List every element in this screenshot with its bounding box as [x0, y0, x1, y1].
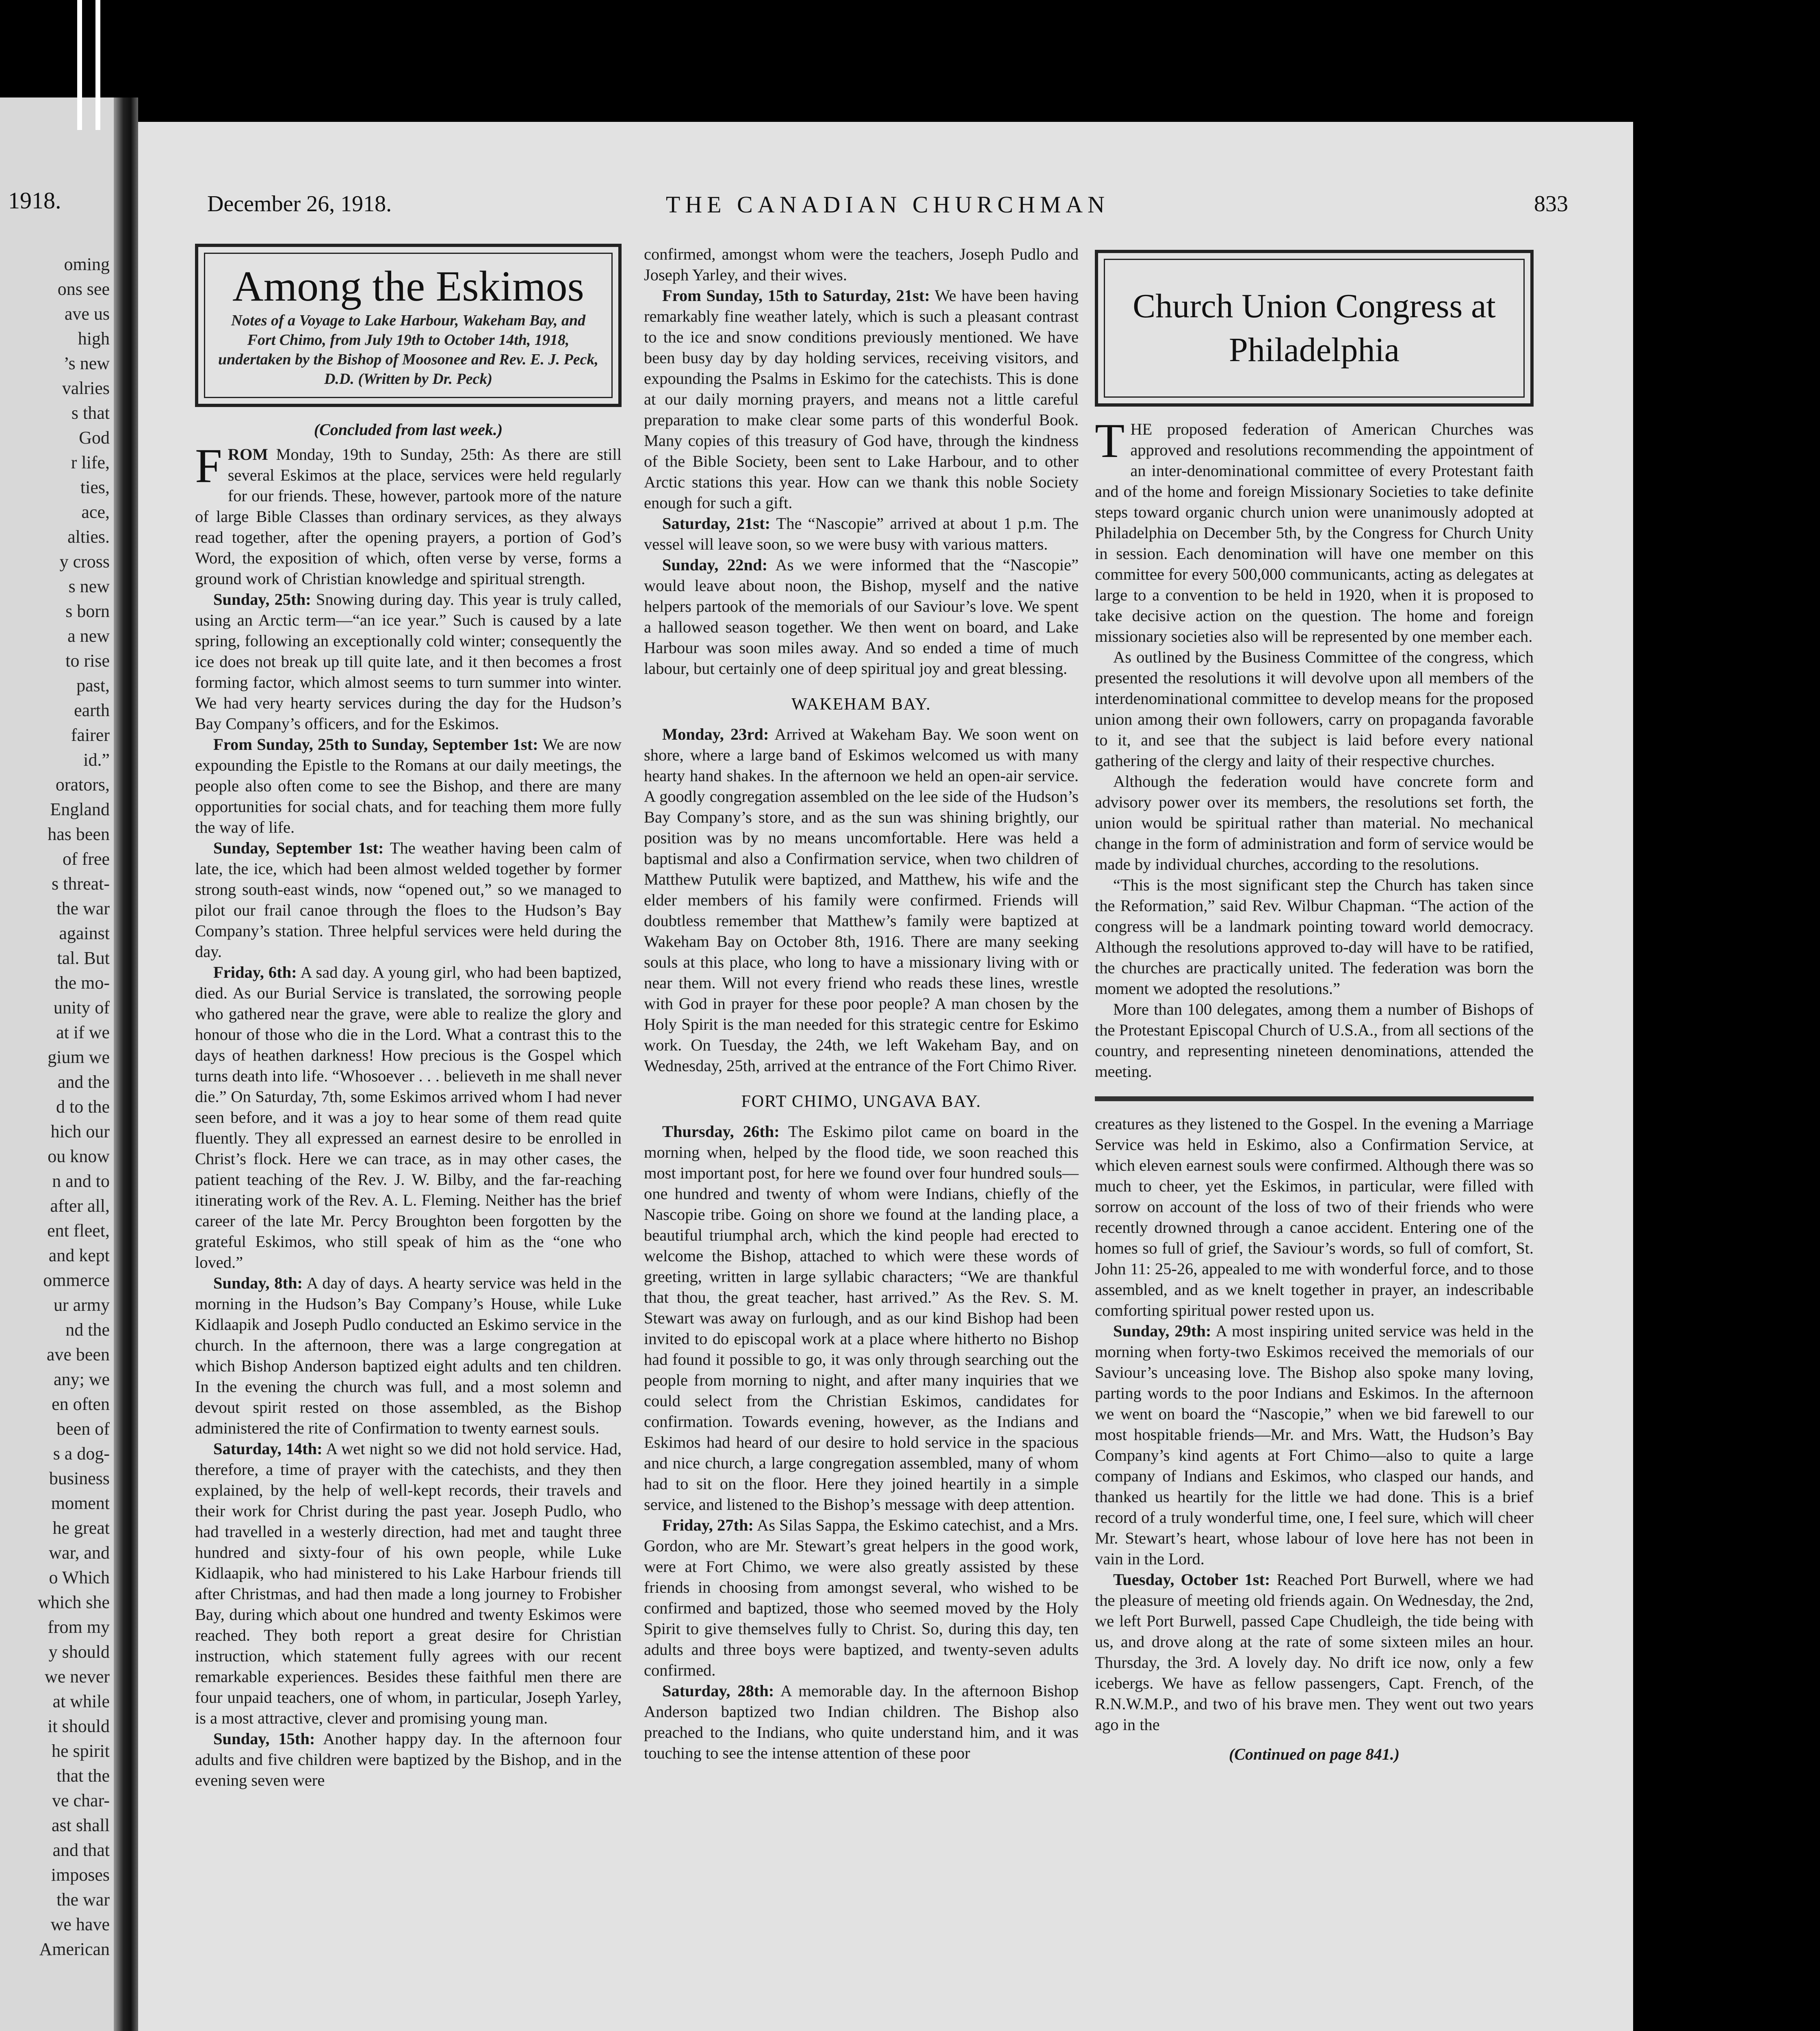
paragraph-text: Snowing during day. This year is truly called, using an Arctic term—“an ice year.” Such is caused by a late spring, following an exceptionally cold winter; consequently the ice does not break up till quite late, and it then becomes a frost forming factor, which almost seems to turn summer into winter. We had very hearty services during the day for the Hudson’s Bay Company’s officers, and for the Eskimos.	[195, 590, 622, 733]
section-heading-fort-chimo: FORT CHIMO, UNGAVA BAY.	[741, 1092, 982, 1111]
prev-page-line: high	[78, 329, 110, 349]
prev-page-line: ast shall	[52, 1815, 110, 1835]
prev-page-line: that the	[56, 1766, 110, 1786]
paragraph	[644, 244, 1079, 285]
prev-page-line: s born	[65, 601, 110, 621]
prev-page-line: ou know	[48, 1146, 110, 1166]
article-title: Among the Eskimos	[232, 262, 584, 310]
paragraph-text: Monday, 19th to Sunday, 25th: As there are still several Eskimos at the place, services were held regularly for our friends. These, however, partook more of the nature of large Bible Classes than ordinary services, as they always read together, after the opening prayers, a portion of God’s Word, the exposition of which, often verse by verse, forms a ground work of Christian knowledge and spiritual strength.	[195, 445, 622, 588]
paragraph	[1095, 771, 1534, 875]
prev-page-line: oming	[64, 254, 110, 274]
paragraph	[1095, 647, 1534, 771]
prev-page-line: of free	[62, 849, 110, 869]
continued-note: (Continued on page 841.)	[1228, 1745, 1400, 1763]
prev-page-line: we never	[44, 1667, 110, 1687]
prev-page-line: ties,	[80, 477, 110, 497]
previous-page-header: 1918.	[8, 187, 61, 214]
prev-page-line: unity of	[53, 998, 110, 1018]
paragraph	[644, 1121, 1079, 1515]
prev-page-line: r life,	[71, 453, 110, 472]
entry-date: Sunday, 25th:	[213, 590, 311, 608]
prev-page-line: to rise	[65, 651, 110, 671]
article2-title: Church Union Congress at Philadelphia	[1133, 287, 1496, 369]
paragraph	[195, 962, 622, 1273]
entry-date: Saturday, 28th:	[662, 1682, 774, 1700]
prev-page-line: tal. But	[57, 948, 110, 968]
paragraph-text: A memorable day. In the afternoon Bishop Anderson baptized two Indian children. The Bishop also preached to the Indians, who quite understand him, and it was touching to see the intense attention of these poor	[644, 1682, 1079, 1762]
prev-page-line: we have	[50, 1914, 110, 1934]
prev-page-line: God	[79, 428, 110, 448]
paragraph-text: confirmed, amongst whom were the teachers, Joseph Pudlo and Joseph Yarley, and their wives.	[644, 245, 1079, 284]
paragraph	[644, 285, 1079, 513]
paragraph-text: As Silas Sappa, the Eskimo catechist, and a Mrs. Gordon, who are Mr. Stewart’s great helpers in the good work, were at Fort Chimo, we were also greatly assisted by these friends in choosing from amongst several, who wished to be confirmed and baptized, those who seemed moved by the Holy Spirit to give themselves fully to Christ. So, during this day, ten adults and three boys were baptized, and twenty-seven adults confirmed.	[644, 1516, 1079, 1679]
paragraph	[644, 724, 1079, 1076]
prev-page-line: against	[59, 923, 110, 943]
paragraph-text: A most inspiring united service was held in the morning when forty-two Eskimos received the memorials of our Saviour’s unceasing love. The Bishop also spoke many loving, parting words to the poor Indians and Eskimos. In the afternoon we went on board the “Nascopie,” when we bid farewell to our most hospitable friends—Mr. and Mrs. Watt, the Hudson’s Bay Company’s kind agents at Fort Chimo—also to quite a large company of Indians and Eskimos, who clasped our hands, and thanked us heartily for the little we had done. This is a brief record of a truly wonderful time, one, I feel sure, which will cheer Mr. Stewart’s heart, whose labour of love here has not been in vain in the Lord.	[1095, 1322, 1534, 1568]
prev-page-line: n and to	[52, 1171, 110, 1191]
previous-page-fragment	[0, 97, 114, 2031]
entry-date: From Sunday, 25th to Sunday, September 1st:	[213, 735, 538, 754]
paragraph-text: A day of days. A hearty service was held in the morning in the Hudson’s Bay Company’s House, while Luke Kidlaapik and Joseph Pudlo conducted an Eskimo service in the church. In the afternoon, there was a large congregation at which Bishop Anderson baptized eight adults and ten children. In the evening the church was full, and a most solemn and devout spirit rested on those assembled, as the Bishop administered the rite of Confirmation to twenty earnest souls.	[195, 1274, 622, 1437]
prev-page-line: imposes	[51, 1865, 110, 1885]
prev-page-line: the war	[56, 899, 110, 918]
article-body	[195, 439, 622, 1791]
prev-page-line: ur army	[53, 1295, 110, 1315]
book-spine	[114, 97, 138, 2031]
prev-page-line: business	[49, 1468, 110, 1488]
prev-page-line: s threat-	[52, 874, 110, 894]
article-body-continued	[644, 244, 1079, 679]
prev-page-line: the mo-	[54, 973, 110, 993]
prev-page-line: been of	[56, 1419, 110, 1439]
paragraph-text: More than 100 delegates, among them a number of Bishops of the Protestant Episcopal Church of U.S.A., from all sections of the country, and representing nineteen denominations, attended the meeting.	[1095, 1000, 1534, 1080]
paragraph	[1095, 999, 1534, 1082]
prev-page-line: fairer	[71, 725, 110, 745]
prev-page-line: ace,	[81, 502, 110, 522]
paragraph-text: The weather having been calm of late, the ice, which had been almost welded together by former strong south-east winds, now “opened out,” so we managed to pilot our frail canoe through the floes to the Hudson’s Bay Company’s station. Three helpful services were held during the day.	[195, 839, 622, 961]
entry-date: Friday, 6th:	[213, 963, 297, 981]
article2-body	[1095, 414, 1534, 1082]
paragraph	[195, 589, 622, 734]
entry-date: Saturday, 14th:	[213, 1440, 323, 1458]
entry-date: Monday, 23rd:	[662, 725, 769, 743]
entry-date: Sunday, 8th:	[213, 1274, 303, 1292]
prev-page-line: which she	[37, 1592, 110, 1612]
paragraph	[644, 1515, 1079, 1680]
prev-page-line: ent fleet,	[47, 1221, 110, 1241]
paragraph	[1095, 1569, 1534, 1735]
paragraph	[1095, 1321, 1534, 1569]
paragraph	[195, 1438, 622, 1728]
paragraph-text: The “Nascopie” arrived at about 1 p.m. The vessel will leave soon, so we were busy with various matters.	[644, 514, 1079, 553]
prev-page-line: y should	[48, 1642, 110, 1662]
prev-page-line: after all,	[50, 1196, 110, 1216]
entry-date: Tuesday, October 1st:	[1113, 1570, 1270, 1589]
prev-page-line: ommerce	[43, 1270, 110, 1290]
prev-page-line: orators,	[55, 775, 110, 795]
paragraph-text: HE proposed federation of American Churches was approved and resolutions recommending the appointment of an inter-denominational committee of every Protestant faith and of the home and foreign Missionary Societies to take definite steps toward organic church union were unanimously adopted at Philadelphia on December 5th, by the Congress for Church Unity in session. Each denomination will have one member on this committee for every 500,000 communicants, acting as delegates at large to a convention to be held in 1920, when it is proposed to take decisive action on the question. The home and foreign missionary societies also will be represented by one member each.	[1095, 420, 1534, 645]
clamp-rod	[77, 0, 82, 130]
prev-page-line: ve char-	[52, 1791, 110, 1810]
prev-page-line: a new	[67, 626, 110, 646]
paragraph-text: A sad day. A young girl, who had been baptized, died. As our Burial Service is translated, the sorrowing people who gathered near the grave, were able to realize the glory and honour of those who die in the Lord. What a contrast this to the days of heathen darkness! How precious is the Gospel which turns death into life. “Whosoever . . . believeth in me shall never die.” On Saturday, 7th, some Eskimos arrived whom I had never seen before, and it was a joy to hear some of them read quite fluently. They all expressed an earnest desire to be enrolled in Christ’s flock. Here we can trace, as in may other cases, the patient teaching of the Rev. J. W. Bilby, and the far-reaching itinerating work of the Rev. A. L. Fleming. Neither has the brief career of the late Mr. Percy Broughton been forgotten by the grateful Eskimos, who still speak of him as the “one who loved.”	[195, 963, 622, 1271]
paragraph	[644, 554, 1079, 679]
masthead: THE CANADIAN CHURCHMAN	[665, 191, 1110, 218]
prev-page-line: hich our	[50, 1122, 110, 1141]
article2-title-box	[1095, 250, 1534, 407]
prev-page-line: s new	[68, 576, 110, 596]
entry-date: Saturday, 21st:	[662, 514, 771, 533]
prev-page-line: o Which	[49, 1568, 110, 1587]
prev-page-line: ons see	[57, 279, 110, 299]
entry-date: Friday, 27th:	[662, 1516, 754, 1534]
section-heading-wakeham: WAKEHAM BAY.	[791, 695, 931, 714]
prev-page-line: s a dog-	[53, 1444, 110, 1464]
prev-page-line: d to the	[56, 1097, 110, 1117]
prev-page-line: valries	[62, 378, 110, 398]
prev-page-line: ’s new	[63, 353, 110, 373]
clamp-rod	[95, 0, 100, 130]
column-2	[644, 244, 1079, 1763]
prev-page-line: past,	[76, 676, 110, 695]
prev-page-line: at if we	[56, 1022, 110, 1042]
paragraph-text: A wet night so we did not hold service. Had, therefore, a time of prayer with the catechists, and they then explained, by the help of well-kept records, their travels and their work for Christ during the past year. Joseph Pudlo, who had travelled in a westerly direction, had met and taught three hundred and sixty-four of his own people, while Luke Kidlaapik, who had ministered to his Lake Harbour friends till after Christmas, and had then made a long journey to Frobisher Bay, during which about one hundred and twenty Eskimos were reached. They both report a great desire for Christian instruction, which statement fully agrees with our recent remarkable experiences. Besides these faithful men there are four unpaid teachers, one of whom, in particular, Joseph Yarley, is a most attractive, clever and promising young man.	[195, 1440, 622, 1727]
fort-chimo-section	[644, 1121, 1079, 1763]
article-body-end	[1095, 1113, 1534, 1735]
paragraph	[644, 513, 1079, 554]
prev-page-line: war, and	[49, 1543, 110, 1563]
prev-page-line: en often	[52, 1394, 110, 1414]
paragraph-text: As we were informed that the “Nascopie” would leave about noon, the Bishop, myself and the native helpers partook of the memorials of our Saviour’s love. We spent a hallowed season together. We then went on board, and Lake Harbour was soon miles away. And so ended a time of much labour, but certainly one of deep spiritual joy and great blessing.	[644, 556, 1079, 678]
prev-page-line: ave us	[64, 304, 110, 324]
newspaper-page	[138, 122, 1633, 2031]
prev-page-line: any; we	[53, 1369, 110, 1389]
paragraph-text: “This is the most significant step the Church has taken since the Reformation,” said Rev. Wilbur Chapman. “The action of the congress will be a landmark pointing toward world democracy. Although the resolutions approved to-day will have to be ratified, the churches are practically united. The federation was born the moment we adopted the resolutions.”	[1095, 876, 1534, 998]
prev-page-line: American	[39, 1939, 110, 1959]
prev-page-line: earth	[74, 700, 110, 720]
paragraph-text: The Eskimo pilot came on board in the morning when, helped by the flood tide, we soon reached this most important post, for here we found over four hundred souls—one hundred and twenty of whom were Indians, chiefly of the Nascopie tribe. Going on shore we found at the landing place, a beautiful triumphal arch, which the kind people had erected to welcome the Bishop, attached to which were these words of greeting, written in large syllabic characters; “We are thankful that thou, the great teacher, hast arrived.” As the Rev. S. M. Stewart was away on furlough, and as our kind Bishop had been invited to do episcopal work at a place where hitherto no Bishop had found it possible to go, it was only through searching out the people from morning to night, and after many inquiries that we could select from the Christian Eskimos, candidates for confirmation. Towards evening, however, as the Indians and Eskimos had heard of our desire to hold service in the spacious and nice church, a large congregation assembled, many of whom had to sit on the floor. Here they joined heartily in a simple service, and listened to the Bishop’s message with deep attention.	[644, 1122, 1079, 1514]
paragraph	[195, 838, 622, 962]
paragraph-text: We have been having remarkably fine weather lately, which is such a pleasant contrast to the ice and snow conditions previously mentioned. We have been busy day by day holding services, receiving visitors, and expounding the Psalms in Eskimo for the catechists. This is done at our daily morning prayers, and means not a little careful preparation to make clear some parts of this wonderful Book. Many copies of this treasury of God have, through the kindness of the Bible Society, been sent to Lake Harbour, and to other Arctic stations this year. How can we thank this noble Society enough for such a gift.	[644, 286, 1079, 512]
prev-page-line: at while	[52, 1691, 110, 1711]
prev-page-line: ave been	[46, 1345, 110, 1364]
entry-date: Sunday, 22nd:	[662, 556, 768, 574]
column-3	[1095, 250, 1534, 1765]
paragraph-text: Arrived at Wakeham Bay. We soon went on shore, where a large band of Eskimos welcomed us with many hearty hand shakes. In the afternoon we held an open-air service. A goodly congregation assembled on the lee side of the Hudson’s Bay Company’s store, and as the sun was shining brightly, our position was by no means uncomfortable. Here was held a baptismal and also a Confirmation service, when two children of Matthew Putulik were baptized, and Matthew, his wife and the elder members of his family were confirmed. Friends will doubtless remember that Matthew’s family were baptized at Wakeham Bay on October 8th, 1916. There are many seeking souls at this place, who long to have a missionary living with or near them. Will not every friend who reads these lines, wrestle with God in prayer for these poor people? A man chosen by the Holy Spirit is the man needed for this strategic centre for Eskimo work. On Tuesday, the 24th, we left Wakeham Bay, and on Wednesday, 25th, arrived at the entrance of the Fort Chimo River.	[644, 725, 1079, 1075]
wakeham-section	[644, 724, 1079, 1076]
prev-page-line: the war	[56, 1890, 110, 1910]
page-number: 833	[1534, 191, 1568, 217]
drop-cap-continuation: ROM	[228, 445, 276, 463]
paragraph	[195, 1273, 622, 1438]
paragraph-text: Another happy day. In the afternoon four adults and five children were baptized by the Bishop, and in the evening seven were	[195, 1730, 622, 1789]
entry-date: Sunday, 29th:	[1113, 1322, 1211, 1340]
prev-page-line: it should	[48, 1716, 110, 1736]
entry-date: Thursday, 26th:	[662, 1122, 780, 1141]
drop-cap: T	[1095, 414, 1125, 468]
prev-page-line: and that	[52, 1840, 110, 1860]
prev-page-line: has been	[48, 824, 110, 844]
prev-page-line: England	[50, 799, 110, 819]
paragraph-text: Although the federation would have concrete form and advisory power over its members, the resolutions set forth, the union would be spiritual rather than material. No mechanical change in the form of administration and form of service would be made by individual churches, according to the resolutions.	[1095, 772, 1534, 873]
paragraph	[1095, 875, 1534, 999]
paragraph	[644, 1680, 1079, 1763]
paragraph-text: We are now expounding the Epistle to the Romans at our daily meetings, the people also often come to see the Bishop, and there are many opportunities for social chats, and for teaching them more fully the way of life.	[195, 735, 622, 836]
article-title-box	[195, 244, 622, 407]
paragraph	[195, 439, 622, 589]
previous-page-text	[4, 252, 110, 1962]
prev-page-line: he great	[52, 1518, 110, 1538]
drop-cap: F	[195, 439, 222, 493]
paragraph	[195, 734, 622, 838]
paragraph	[1095, 1113, 1534, 1321]
entry-date: From Sunday, 15th to Saturday, 21st:	[662, 286, 930, 305]
paragraph-text: As outlined by the Business Committee of the congress, which presented the resolutions it will devolve upon all members of the interdenominational committee to develop means for the proposed union among their own followers, carry on propaganda favorable to it, and see that the subject is laid before every national gathering of the clergy and laity of their respective churches.	[1095, 648, 1534, 770]
prev-page-line: from my	[48, 1617, 110, 1637]
prev-page-line: alties.	[67, 527, 110, 547]
article-subtitle: Notes of a Voyage to Lake Harbour, Wakeham Bay, and Fort Chimo, from July 19th to October 14th, 1918, undertaken by the Bishop of Moosonee and Rev. E. J. Peck, D.D. (Written by Dr. Peck)	[218, 312, 598, 388]
prev-page-line: id.”	[83, 750, 110, 770]
entry-date: Sunday, 15th:	[213, 1730, 315, 1748]
entry-date: Sunday, September 1st:	[213, 839, 384, 857]
prev-page-line: s that	[71, 403, 110, 423]
paragraph	[1095, 414, 1534, 647]
prev-page-line: y cross	[59, 552, 110, 572]
prev-page-line: and the	[57, 1072, 110, 1092]
paragraph-text: Reached Port Burwell, where we had the pleasure of meeting old friends again. On Wednesday, the 2nd, we left Port Burwell, passed Cape Chudleigh, the tide being with us, and drove along at the rate of some sixteen miles an hour. Thursday, the 3rd. A lovely day. No drift ice now, only a few icebergs. We have as fellow passengers, Capt. French, of the R.N.W.M.P., and two of his brave men. They went out two years ago in the	[1095, 1570, 1534, 1734]
running-head	[207, 191, 1568, 223]
column-divider-rule	[1095, 1096, 1534, 1101]
paragraph-text: creatures as they listened to the Gospel. In the evening a Marriage Service was held in Eskimo, also a Confirmation Service, at which eleven earnest souls were confirmed. Although there was so much to cheer, yet the Eskimos, in particular, were filled with sorrow on account of the loss of two of their friends who were recently drowned through a canoe accident. Entering one of the homes so full of grief, the Saviour’s words, so full of comfort, St. John 11: 25-26, appealed to me with wonderful force, and to those assembled, and as we knelt together in prayer, an indescribable comforting spiritual power rested upon us.	[1095, 1115, 1534, 1319]
prev-page-line: gium we	[48, 1047, 110, 1067]
column-1	[195, 244, 622, 1791]
prev-page-line: nd the	[65, 1320, 110, 1340]
paragraph	[195, 1728, 622, 1791]
issue-date: December 26, 1918.	[207, 191, 392, 217]
concluded-note: (Concluded from last week.)	[314, 420, 503, 439]
prev-page-line: he spirit	[52, 1741, 110, 1761]
prev-page-line: moment	[51, 1493, 110, 1513]
prev-page-line: and kept	[48, 1245, 110, 1265]
